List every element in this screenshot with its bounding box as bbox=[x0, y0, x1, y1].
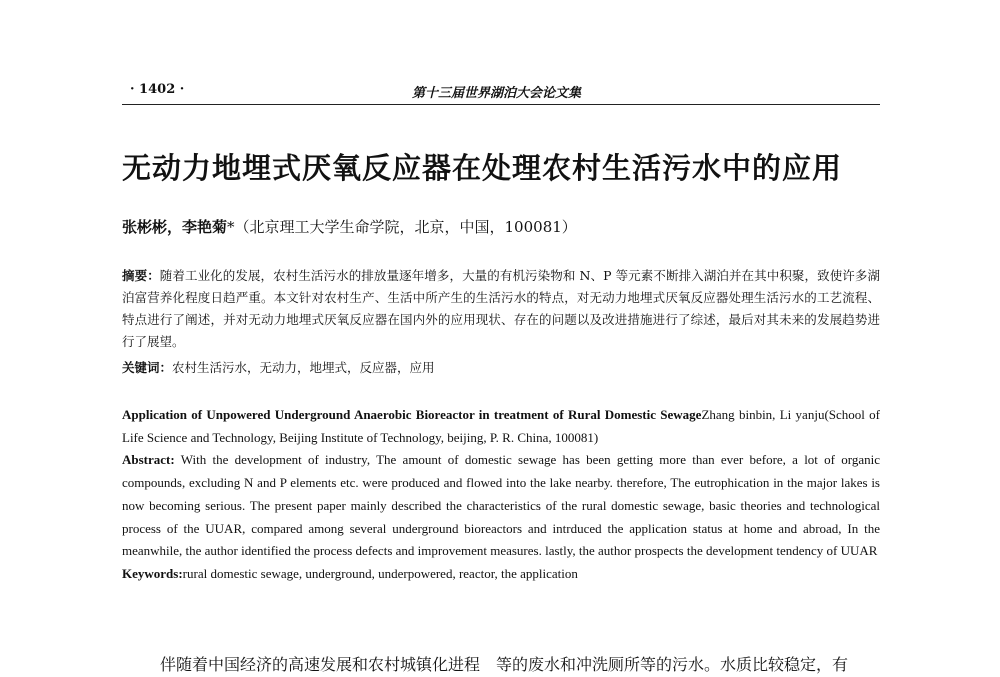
abstract-cn bbox=[122, 265, 880, 353]
keywords-label-cn: 关键词： bbox=[122, 360, 173, 375]
abstract-text-en: With the development of industry, The amount of domestic sewage has been getting more than ever before, a lot of organic compounds, excluding N and P elements etc. were produced and flowed into the lake nearby. therefore, The eutrophication in the major lakes is now becoming serious. The present paper mainly described the characteristics of the rural domestic sewage, basic theories and technological process of the UUAR, compared among several underground bioreactors and intrduced the application status at home and abroad, In the meanwhile, the author identified the process defects and improvement measures. lastly, the author prospects the development tendency of UUAR bbox=[122, 452, 880, 559]
body-text-first-line: 伴随着中国经济的高速发展和农村城镇化进程 等的废水和冲洗厕所等的污水。水质比较稳定，有 bbox=[160, 655, 849, 674]
abstract-label-en: Abstract: bbox=[122, 452, 175, 468]
paper-title-cn: 无动力地埋式厌氧反应器在处理农村生活污水中的应用 bbox=[122, 151, 843, 185]
keywords-en bbox=[122, 563, 880, 586]
abstract-text-cn: 随着工业化的发展，农村生活污水的排放量逐年增多，大量的有机污染物和 N、P 等元素不断排入湖泊并在其中积聚，致使许多湖泊富营养化程度日趋严重。本文针对农村生产、生活中所产生的生活污水的特点，对无动力地埋式厌氧反应器处理生活污水的工艺流程、特点进行了阐述，并对无动力地埋式厌氧反应器在国内外的应用现状、存在的问题以及改进措施进行了综述，最后对其未来的发展趋势进行了展望。 bbox=[122, 268, 880, 349]
english-abstract-block bbox=[122, 404, 880, 586]
author-affiliation: *（北京理工大学生命学院，北京，中国，100081） bbox=[227, 218, 577, 236]
authors-en: Zhang binbin, Li yanju(School of Life Science and Technology, Beijing Institute of Technology, beijing, P. R. China, 100081) bbox=[122, 407, 881, 445]
keywords-text-en: rural domestic sewage, underground, underpowered, reactor, the application bbox=[182, 565, 578, 581]
keywords-cn bbox=[122, 357, 880, 379]
running-title: 第十三届世界湖泊大会论文集 bbox=[412, 86, 582, 101]
page-number: · 1402 · bbox=[130, 82, 185, 97]
english-title-line bbox=[122, 404, 880, 449]
keywords-text-cn: 农村生活污水，无动力，地埋式，反应器，应用 bbox=[172, 360, 435, 375]
authors-cn bbox=[122, 216, 882, 237]
abstract-en bbox=[122, 449, 880, 563]
running-header bbox=[122, 80, 880, 106]
paper-title-en: Application of Unpowered Underground Anaerobic Bioreactor in treatment of Rural Domestic Sewage bbox=[122, 407, 702, 422]
header-rule bbox=[122, 104, 880, 105]
keywords-label-en: Keywords: bbox=[122, 565, 183, 581]
abstract-label-cn: 摘要： bbox=[122, 268, 160, 283]
author-names: 张彬彬，李艳菊 bbox=[122, 218, 228, 236]
